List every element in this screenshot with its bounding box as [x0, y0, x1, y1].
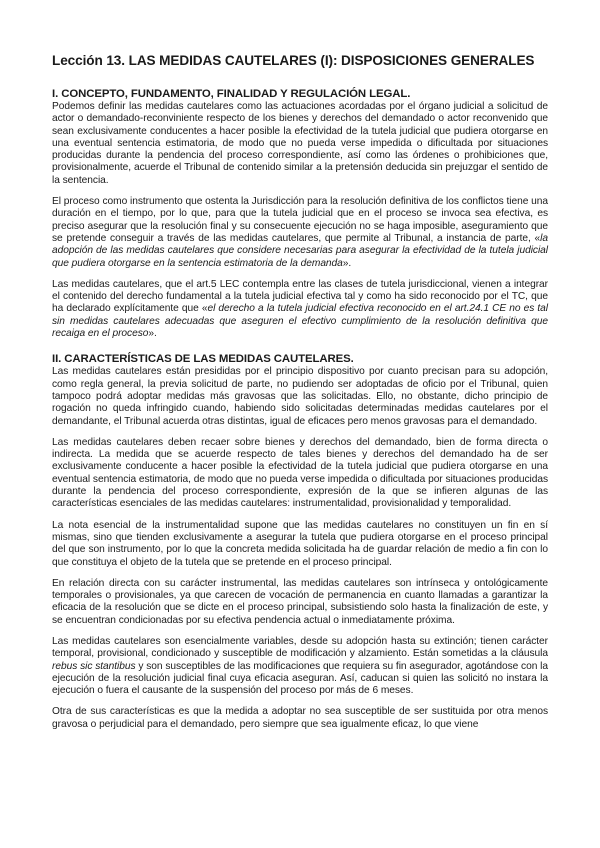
- paragraph-text: Las medidas cautelares son esencialmente variables, desde su adopción hasta su extinción; tienen carácter temporal, provisional, condicionado y susceptible de modificación y alzamiento. Están sometidas a la cláusula: [52, 635, 548, 660]
- paragraph: Las medidas cautelares están presididas por el principio dispositivo por cuanto precisan para su adopción, como regla general, la previa solicitud de parte, no pudiendo ser adoptadas de oficio por el Tribunal, quien tampoco podrá adoptar medidas más gravosas que las solicitadas. Ello, no obstante, dicho principio de rogación no queda infringido cuando, habiendo sido solicitadas determinadas medidas cautelares por el demandante, el Tribunal acuerda otras distintas, igual de eficaces pero menos gravosas para el demandado.: [52, 366, 548, 427]
- paragraph: Podemos definir las medidas cautelares como las actuaciones acordadas por el órgano judicial a solicitud de actor o demandado-reconviniente respecto de los bienes y derechos del demandado o actor reconvenido que sean exclusivamente conducentes a hacer posible la efectividad de la tutela judicial que pudiera otorgarse en una eventual sentencia estimatoria, de modo que no pueda verse impedida o dificultada por situaciones producidas durante la pendencia del proceso correspondiente, así como las órdenes o prohibiciones que, provisionalmente, acuerde el Tribunal de contenido similar a la pretensión deducida sin prejuzgar el sentido de la sentencia.: [52, 101, 548, 186]
- paragraph-text: Las medidas cautelares, que el art.5 LEC contempla entre las clases de tutela jurisdiccional, vienen a integrar el contenido del derecho fundamental a la tutela judicial efectiva tal y como ha sido reconocido por el TC, que ha declarado explícitamente que «: [52, 278, 548, 315]
- quote-italic: el derecho a la tutela judicial efectiva reconocido en el art.24.1 CE no es tal sin medidas cautelares adecuadas que aseguren el efectivo cumplimiento de la resolución definitiva que recaiga en el proceso: [52, 303, 548, 340]
- paragraph: En relación directa con su carácter instrumental, las medidas cautelares son intrínseca y ontológicamente temporales o provisionales, ya que carecen de vocación de permanencia en cuanto llamadas a garantizar la eficacia de la resolución que se dicte en el proceso principal, subsistiendo solo hasta la finalización de este, y se encuentran condicionadas por su efectiva pendencia actual o inmediatamente próxima.: [52, 577, 548, 626]
- section-heading: I. CONCEPTO, FUNDAMENTO, FINALIDAD Y REGULACIÓN LEGAL.: [52, 88, 411, 100]
- paragraph: Otra de sus características es que la medida a adoptar no sea susceptible de ser sustituida por otra menos gravosa o perjudicial para el demandado, pero siempre que sea igualmente eficaz, lo que viene: [52, 706, 548, 730]
- paragraph-text: y son susceptibles de las modificaciones que requiera su fin asegurador, agotándose con la ejecución de la resolución judicial final cuya eficacia aseguran. Así, caducan si quien las solicitó no instara la ejecución o fuera el causante de la suspensión del proceso por más de 6 meses.: [52, 660, 548, 697]
- section-caracteristicas: [52, 352, 548, 731]
- section-heading: II. CARACTERÍSTICAS DE LAS MEDIDAS CAUTELARES.: [52, 353, 354, 366]
- paragraph-text: ».: [148, 328, 157, 340]
- paragraph: Las medidas cautelares deben recaer sobre bienes y derechos del demandado, bien de forma directa o indirecta. La medida que se acuerde respecto de tales bienes y derechos del demandado ha de ser exclusivamente conducente a hacer posible la efectividad de la tutela judicial que pudiera otorgarse en una eventual sentencia estimatoria, de modo que no pueda verse impedida o dificultada por situaciones producidas durante la pendencia del proceso correspondiente, expresión de la que se infieren algunas de las características esenciales de las medidas cautelares: instrumentalidad, provisionalidad y temporalidad.: [52, 436, 548, 510]
- page-title: Lección 13. LAS MEDIDAS CAUTELARES (I): DISPOSICIONES GENERALES: [52, 53, 535, 68]
- paragraph-text: ».: [342, 257, 352, 269]
- latin-term: rebus sic stantibus: [52, 660, 136, 672]
- paragraph: [52, 196, 548, 270]
- paragraph-text: El proceso como instrumento que ostenta la Jurisdicción para la resolución definitiva de los conflictos tiene una duración en el tiempo, por lo que, para que la tutela judicial que en el proceso se invoca sea efectiva, es preciso asegurar que la resolución final y su consecuente ejecución no se haga imposible, aseguramiento que se pretende conseguir a través de las medidas cautelares, que permite al Tribunal, a instancia de parte, «: [52, 196, 548, 244]
- paragraph: La nota esencial de la instrumentalidad supone que las medidas cautelares no constituyen un fin en sí mismas, sino que tienden exclusivamente a asegurar la tutela que pudiera otorgarse en el proceso principal del que son instrumento, por lo que la concreta medida solicitada ha de guardar relación de medio a fin con lo que constituya el objeto de la tutela que se pretende en el proceso principal.: [52, 519, 548, 568]
- quote-italic: la adopción de las medidas cautelares que considere necesarias para asegurar la efectividad de la tutela judicial que pudiera otorgarse en la sentencia estimatoria de la demanda: [52, 232, 548, 269]
- section-concepto: [52, 87, 548, 340]
- paragraph: [52, 636, 548, 697]
- paragraph: [52, 279, 548, 340]
